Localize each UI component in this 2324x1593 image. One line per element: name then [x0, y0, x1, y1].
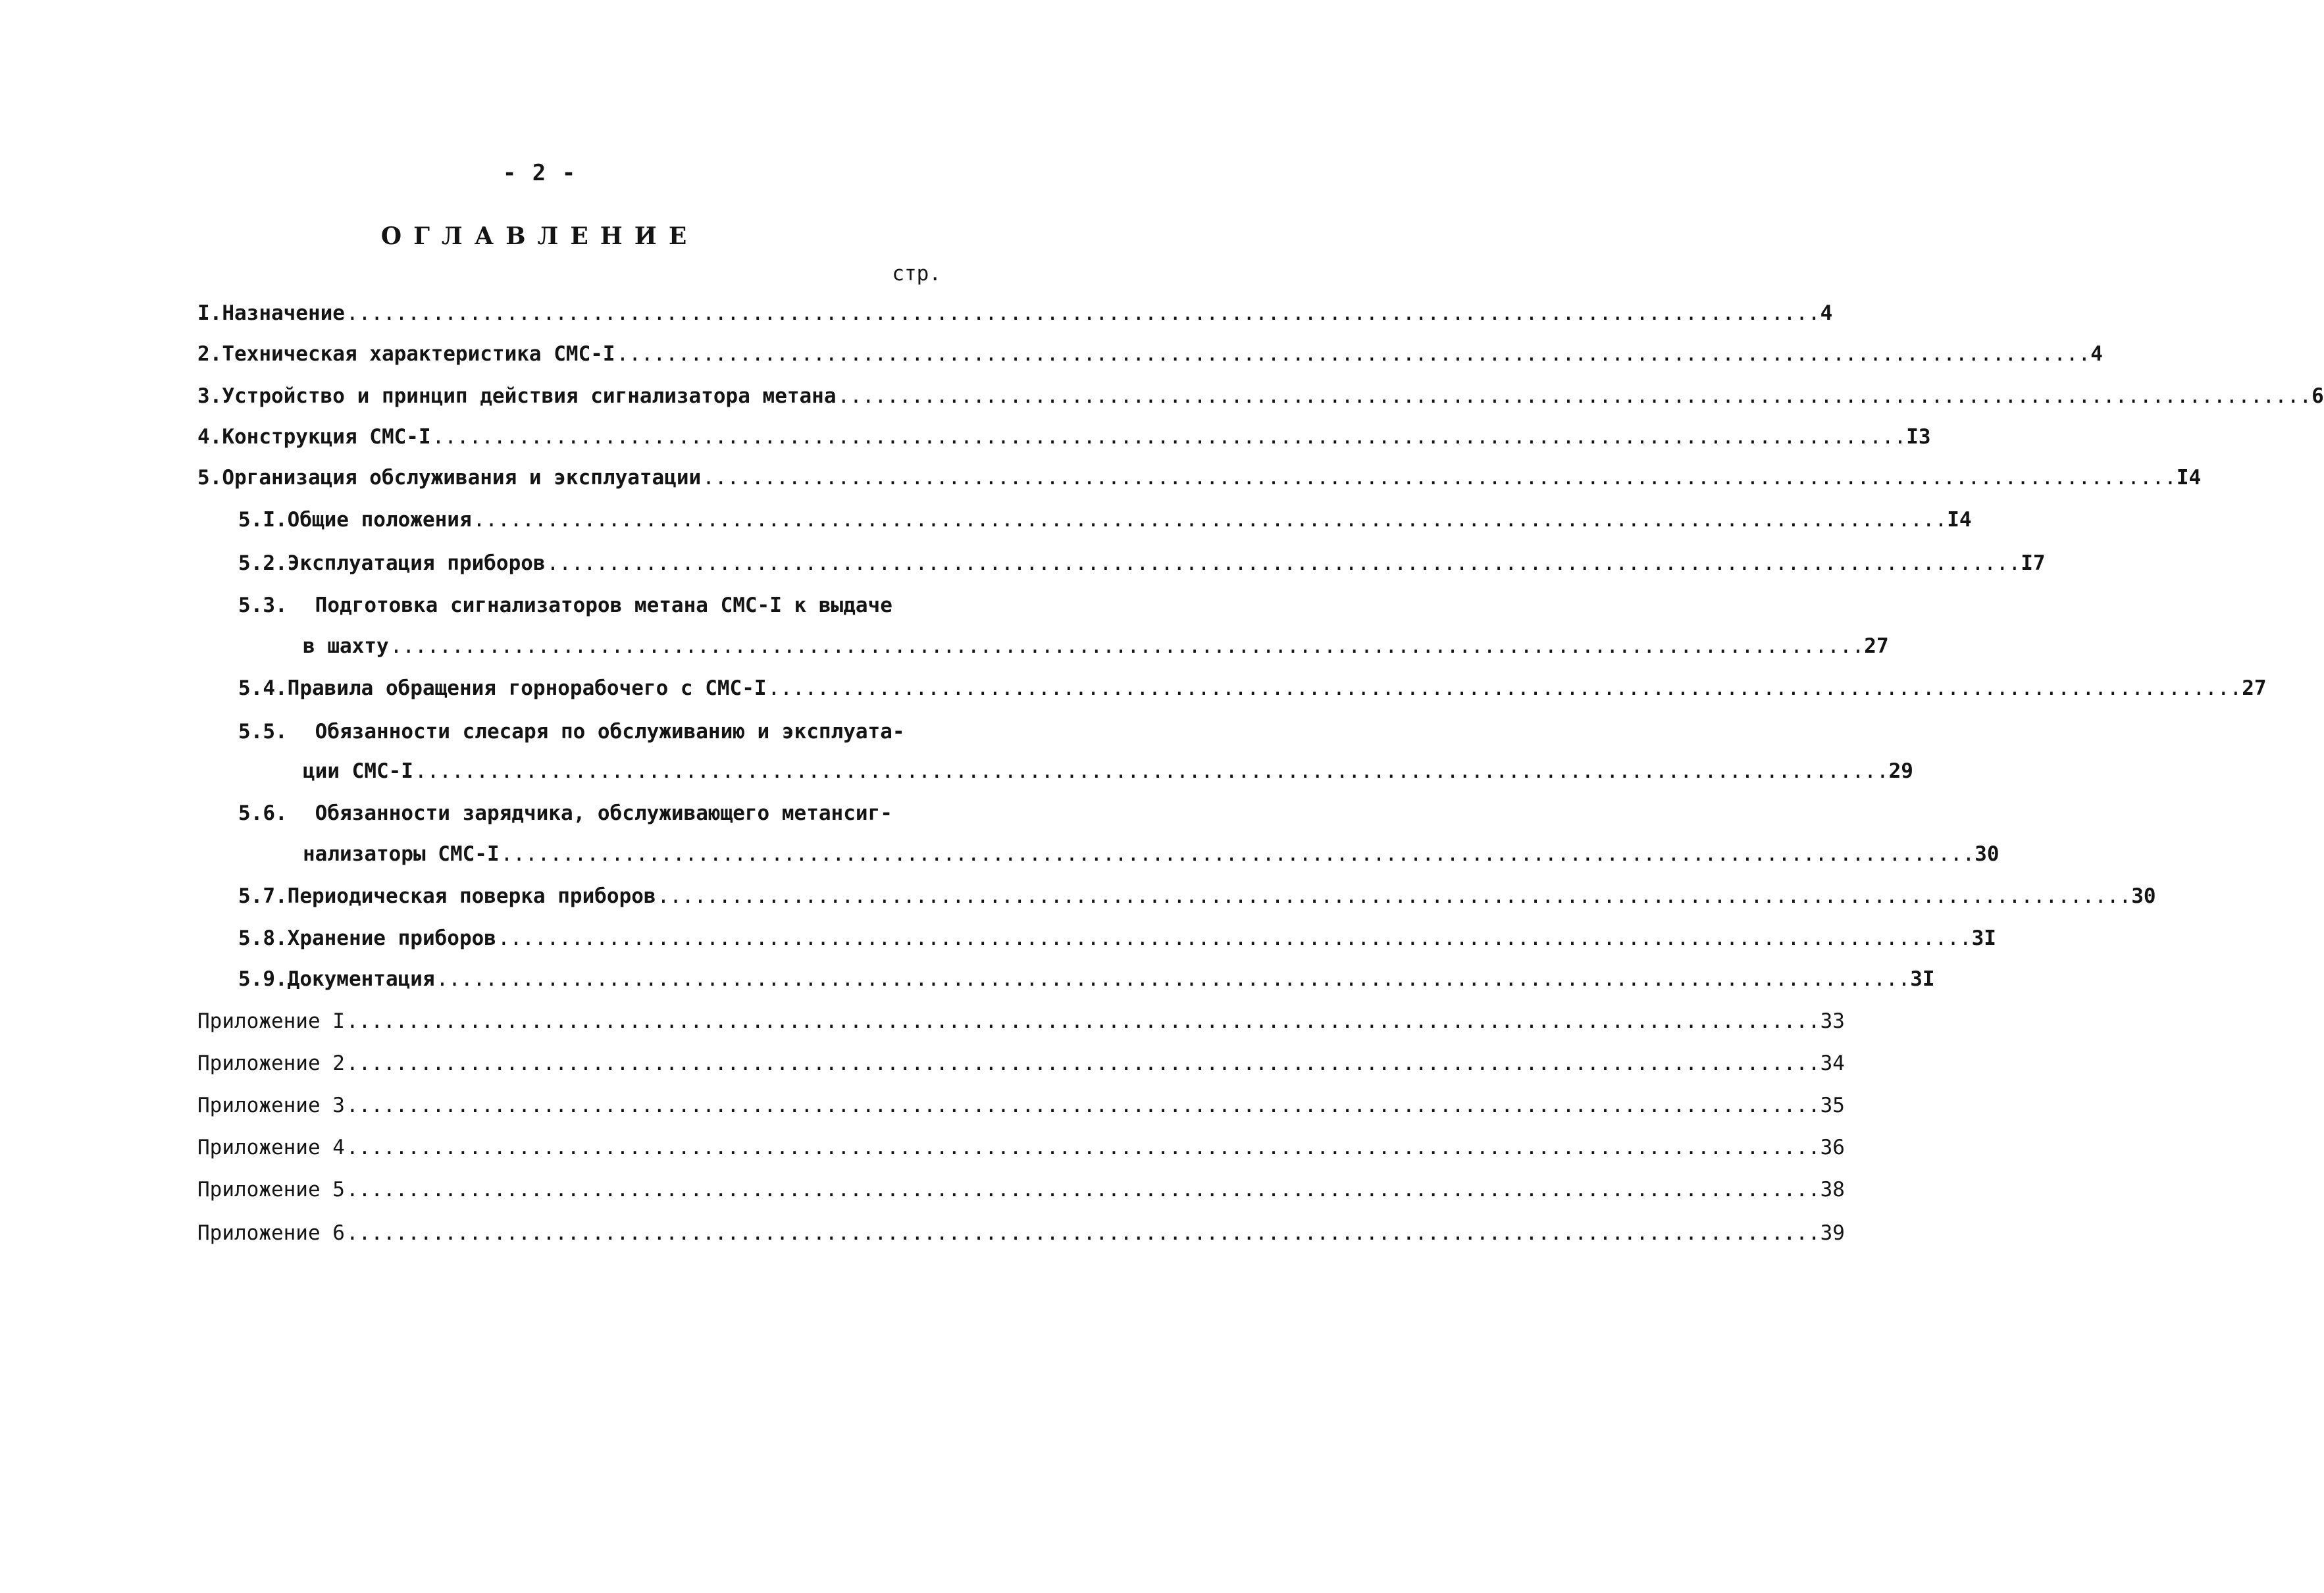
- toc-entry: [197, 463, 2202, 492]
- toc-entry-number: 5.6.: [238, 801, 288, 825]
- toc-entry-number: 5.3.: [238, 594, 288, 617]
- toc-entry-title: Приложение 5: [197, 1178, 345, 1201]
- toc-entry: [197, 422, 1931, 451]
- toc-entry-number: 5.7.: [238, 884, 288, 908]
- toc-entry: [197, 382, 2324, 411]
- toc-entry-page: 35: [1820, 1094, 1845, 1117]
- toc-entry-number: 5.2.: [238, 551, 288, 575]
- toc-entry-page: 27: [2242, 676, 2267, 700]
- leader-dots: ........................................................................................................................: [346, 1094, 1820, 1117]
- toc-entry-page: 4: [1820, 301, 1833, 325]
- toc-entry-page: 30: [1975, 842, 2000, 866]
- toc-appendix: [197, 1133, 1845, 1162]
- leader-dots: ........................................................................................................................: [436, 967, 1911, 991]
- toc-entry-title: Приложение 2: [197, 1051, 345, 1075]
- toc-entry-title-continued: ции СМС-I: [303, 759, 413, 783]
- toc-entry-number: 5.I.: [238, 508, 288, 532]
- toc-entry-page: 30: [2131, 884, 2156, 908]
- toc-entry-title: Организация обслуживания и эксплуатации: [222, 466, 702, 490]
- leader-dots: ........................................................................................................................: [346, 1009, 1820, 1033]
- toc-subentry: [238, 799, 892, 828]
- toc-entry-page: 3I: [1971, 926, 1996, 950]
- toc-entry-number: 5.4.: [238, 676, 288, 700]
- toc-subentry: [238, 924, 1996, 953]
- toc-entry-page: 6: [2311, 384, 2324, 408]
- toc-entry-page: 33: [1820, 1009, 1845, 1033]
- leader-dots: ........................................................................................................................: [497, 926, 1972, 950]
- toc-entry-title-continued: в шахту: [303, 634, 389, 658]
- leader-dots: ........................................................................................................................: [702, 466, 2177, 490]
- toc-subentry: [238, 965, 1935, 994]
- leader-dots: ........................................................................................................................: [473, 508, 1948, 532]
- leader-dots: ........................................................................................................................: [346, 1051, 1820, 1075]
- toc-entry-title: Эксплуатация приборов: [287, 551, 546, 575]
- toc-subentry: [238, 717, 905, 746]
- toc-entry-title-continued: нализаторы СМС-I: [303, 842, 500, 866]
- toc-entry-page: I4: [2176, 466, 2202, 490]
- toc-entry-title: Правила обращения горнорабочего с СМС-I: [287, 676, 767, 700]
- leader-dots: ........................................................................................................................: [837, 384, 2312, 408]
- toc-entry-number: 3.: [197, 384, 222, 408]
- leader-dots: ........................................................................................................................: [616, 342, 2091, 366]
- toc-entry-page: 27: [1864, 634, 1889, 658]
- toc-entry-number: 4.: [197, 425, 222, 449]
- toc-entry-title: Назначение: [222, 301, 345, 325]
- toc-entry-title: Документация: [287, 967, 435, 991]
- toc-entry-page: 34: [1820, 1051, 1845, 1075]
- leader-dots: ........................................................................................................................: [414, 759, 1889, 783]
- leader-dots: ........................................................................................................................: [546, 551, 2021, 575]
- toc-entry-title: Обязанности слесаря по обслуживанию и эксплуата-: [315, 720, 905, 744]
- toc-entry-continuation: [303, 757, 1913, 786]
- toc-entry-continuation: [303, 632, 1889, 661]
- toc-entry-title: Хранение приборов: [287, 926, 496, 950]
- toc-entry-number: 5.8.: [238, 926, 288, 950]
- toc-subentry: [238, 505, 1972, 534]
- toc-subentry: [238, 674, 2267, 703]
- leader-dots: ........................................................................................................................: [657, 884, 2132, 908]
- leader-dots: ........................................................................................................................: [500, 842, 1975, 866]
- toc-entry-title: Общие положения: [287, 508, 472, 532]
- toc-entry-title: Подготовка сигнализаторов метана СМС-I к выдаче: [315, 594, 892, 617]
- toc-appendix: [197, 1049, 1845, 1078]
- page-column-label: стр.: [892, 262, 941, 286]
- leader-dots: ........................................................................................................................: [432, 425, 1907, 449]
- toc-entry-title: Приложение 6: [197, 1221, 345, 1245]
- toc-entry: [197, 340, 2103, 368]
- toc-appendix: [197, 1175, 1845, 1204]
- leader-dots: ........................................................................................................................: [346, 1178, 1820, 1201]
- toc-entry-page: I3: [1906, 425, 1931, 449]
- toc-entry-title: Устройство и принцип действия сигнализатора метана: [222, 384, 837, 408]
- toc-entry-title: Обязанности зарядчика, обслуживающего метансиг-: [315, 801, 892, 825]
- toc-entry-continuation: [303, 840, 2000, 869]
- toc-entry-number: 2.: [197, 342, 222, 366]
- leader-dots: ........................................................................................................................: [767, 676, 2242, 700]
- leader-dots: ........................................................................................................................: [346, 1136, 1820, 1159]
- toc-entry-page: 38: [1820, 1178, 1845, 1201]
- toc-entry-page: I7: [2021, 551, 2046, 575]
- toc-entry-title: Техническая характеристика СМС-I: [222, 342, 615, 366]
- toc-entry-title: Приложение I: [197, 1009, 345, 1033]
- toc-subentry: [238, 591, 892, 620]
- toc-appendix: [197, 1007, 1845, 1036]
- toc-entry-title: Периодическая поверка приборов: [287, 884, 656, 908]
- toc-subentry: [238, 882, 2156, 911]
- toc-appendix: [197, 1219, 1845, 1248]
- toc-entry-number: I.: [197, 301, 222, 325]
- page-title: ОГЛАВЛЕНИЕ: [380, 222, 699, 250]
- toc-entry-number: 5.: [197, 466, 222, 490]
- leader-dots: ........................................................................................................................: [346, 301, 1820, 325]
- page-number: - 2 -: [502, 160, 577, 186]
- toc-entry-title: Конструкция СМС-I: [222, 425, 431, 449]
- toc-entry-page: 4: [2090, 342, 2103, 366]
- toc-entry-title: Приложение 4: [197, 1136, 345, 1159]
- leader-dots: ........................................................................................................................: [390, 634, 1865, 658]
- leader-dots: ........................................................................................................................: [346, 1221, 1820, 1245]
- toc-entry-number: 5.5.: [238, 720, 288, 744]
- toc-entry-page: 29: [1888, 759, 1913, 783]
- toc-entry-title: Приложение 3: [197, 1094, 345, 1117]
- toc-entry-page: 39: [1820, 1221, 1845, 1245]
- toc-entry-page: 3I: [1910, 967, 1935, 991]
- toc-subentry: [238, 549, 2046, 578]
- toc-entry-page: I4: [1947, 508, 1972, 532]
- toc-entry-number: 5.9.: [238, 967, 288, 991]
- toc-entry-page: 36: [1820, 1136, 1845, 1159]
- toc-entry: [197, 299, 1833, 328]
- toc-appendix: [197, 1091, 1845, 1120]
